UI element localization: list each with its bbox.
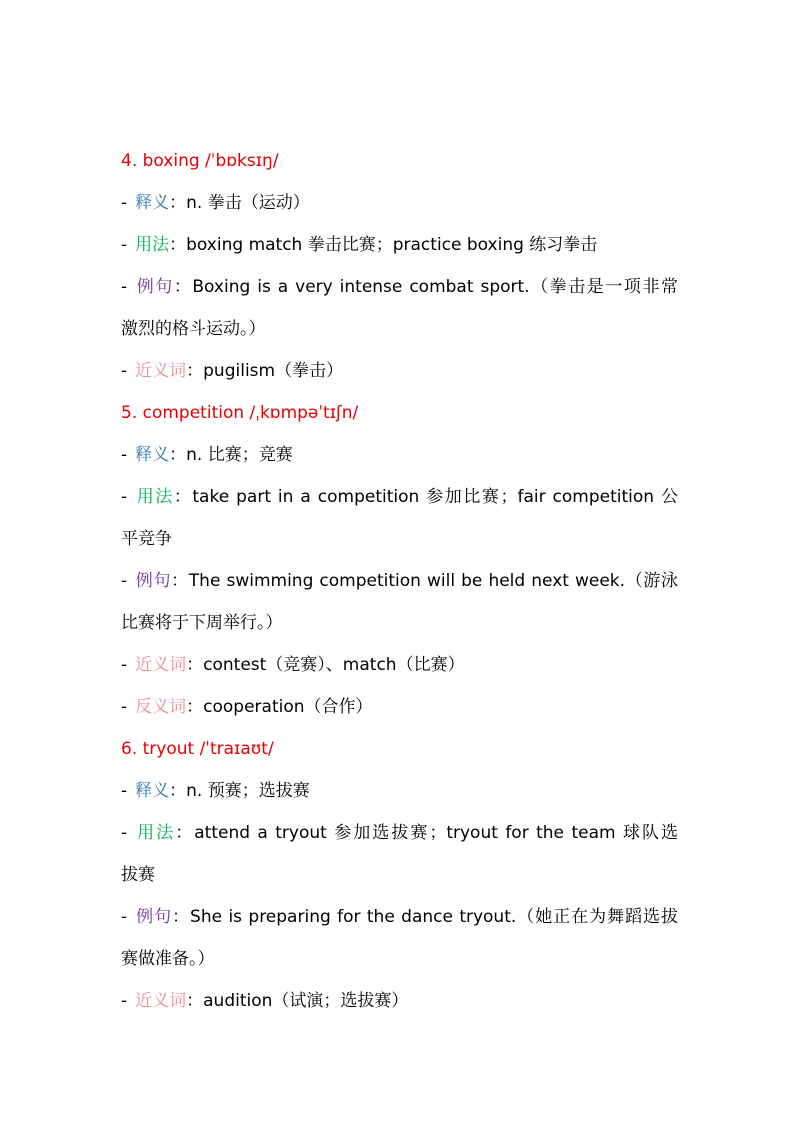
synonym-line xyxy=(121,644,678,686)
bullet-dash: - xyxy=(121,445,128,465)
definition-line xyxy=(121,434,678,476)
label-colon: ： xyxy=(172,907,191,927)
usage-text: attend a tryout 参加选拔赛；tryout for the team 球队选 xyxy=(194,823,679,843)
synonym-text: contest（竞赛）、match（比赛） xyxy=(203,655,465,675)
example-label: 例句 xyxy=(135,907,173,927)
example-line xyxy=(121,266,678,308)
document-page xyxy=(121,140,678,1022)
bullet-dash: - xyxy=(121,193,128,213)
bullet-dash: - xyxy=(121,991,128,1011)
bullet-dash: - xyxy=(121,655,128,675)
definition-text: n. 预赛；选拔赛 xyxy=(186,781,310,801)
bullet-dash: - xyxy=(121,235,128,255)
example-line-continued: 比赛将于下周举行。） xyxy=(121,613,283,633)
antonym-text: cooperation（合作） xyxy=(203,697,373,717)
definition-line xyxy=(121,770,678,812)
synonym-label: 近义词 xyxy=(135,655,187,675)
label-colon: ： xyxy=(169,781,187,801)
entry-heading: 5. competition /ˌkɒmpəˈtɪʃn/ xyxy=(121,403,359,423)
label-colon: ： xyxy=(169,235,187,255)
usage-line xyxy=(121,476,678,518)
label-colon: ： xyxy=(186,991,204,1011)
bullet-dash: - xyxy=(121,907,128,927)
bullet-dash: - xyxy=(121,781,128,801)
bullet-dash: - xyxy=(121,487,128,507)
usage-label: 用法 xyxy=(135,487,174,507)
label-colon: ： xyxy=(169,445,187,465)
bullet-dash: - xyxy=(121,361,128,381)
example-line xyxy=(121,896,678,938)
example-text: Boxing is a very intense combat sport.（拳击是一项非常 xyxy=(192,277,679,297)
antonym-label: 反义词 xyxy=(135,697,187,717)
label-colon: ： xyxy=(186,655,204,675)
label-colon: ： xyxy=(173,277,193,297)
definition-label: 释义 xyxy=(135,445,170,465)
synonym-label: 近义词 xyxy=(135,361,187,381)
label-colon: ： xyxy=(175,823,195,843)
definition-label: 释义 xyxy=(135,193,170,213)
example-line-continued: 激烈的格斗运动。） xyxy=(121,319,266,339)
label-colon: ： xyxy=(186,361,204,381)
example-line-continued: 赛做准备。） xyxy=(121,949,215,969)
definition-text: n. 拳击（运动） xyxy=(186,193,310,213)
example-text: The swimming competition will be held next week.（游泳 xyxy=(188,571,679,591)
bullet-dash: - xyxy=(121,571,128,591)
definition-text: n. 比赛；竞赛 xyxy=(186,445,293,465)
definition-label: 释义 xyxy=(135,781,170,801)
bullet-dash: - xyxy=(121,823,128,843)
example-label: 例句 xyxy=(135,277,174,297)
label-colon: ： xyxy=(171,571,189,591)
usage-label: 用法 xyxy=(135,823,176,843)
entry-heading: 6. tryout /ˈtraɪaʊt/ xyxy=(121,739,274,759)
usage-text: boxing match 拳击比赛；practice boxing 练习拳击 xyxy=(186,235,598,255)
example-line xyxy=(121,560,678,602)
label-colon: ： xyxy=(169,193,187,213)
synonym-line xyxy=(121,350,678,392)
entry-heading: 4. boxing /ˈbɒksɪŋ/ xyxy=(121,151,279,171)
usage-line xyxy=(121,812,678,854)
bullet-dash: - xyxy=(121,277,128,297)
label-colon: ： xyxy=(173,487,193,507)
usage-line-continued: 平竞争 xyxy=(121,529,172,549)
antonym-line xyxy=(121,686,678,728)
example-label: 例句 xyxy=(135,571,172,591)
definition-line xyxy=(121,182,678,224)
synonym-line xyxy=(121,980,678,1022)
synonym-label: 近义词 xyxy=(135,991,187,1011)
synonym-text: audition（试演；选拔赛） xyxy=(203,991,409,1011)
bullet-dash: - xyxy=(121,697,128,717)
usage-text: take part in a competition 参加比赛；fair competition 公 xyxy=(192,487,679,507)
usage-label: 用法 xyxy=(135,235,170,255)
example-text: She is preparing for the dance tryout.（她正在为舞蹈选拔 xyxy=(190,907,679,927)
usage-line-continued: 拔赛 xyxy=(121,865,155,885)
usage-line xyxy=(121,224,678,266)
synonym-text: pugilism（拳击） xyxy=(203,361,344,381)
label-colon: ： xyxy=(186,697,204,717)
